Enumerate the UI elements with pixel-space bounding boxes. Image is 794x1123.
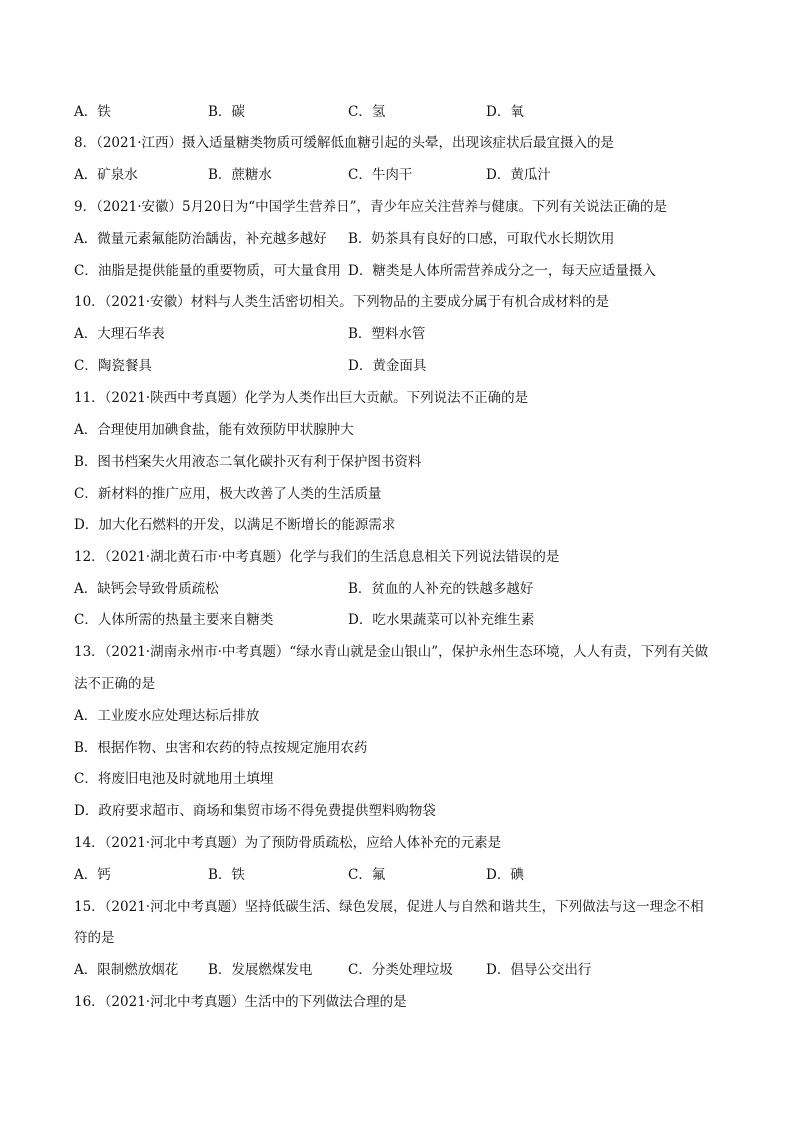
option-d: D．加大化石燃料的开发，以满足不断增长的能源需求 <box>74 517 396 533</box>
option-b: B．奶茶具有良好的口感，可取代水长期饮用 <box>348 231 615 247</box>
option-a: A．限制燃放烟花 <box>74 962 179 978</box>
option-c: C．将废旧电池及时就地用土填埋 <box>74 771 274 787</box>
question-9-stem: 9．（2021·安徽）5月20日为“中国学生营养日”，青少年应关注营养与健康。下列有关说法正确的是 <box>74 199 668 215</box>
option-a: A．铁 <box>74 104 111 120</box>
question-15-stem: 15．（2021·河北中考真题）坚持低碳生活、绿色发展，促进人与自然和谐共生，下列做法与这一理念不相 <box>74 899 704 915</box>
option-b: B．铁 <box>208 867 245 883</box>
option-c: C．新材料的推广应用，极大改善了人类的生活质量 <box>74 486 382 502</box>
option-d: D．黄金面具 <box>348 358 427 374</box>
question-10-stem: 10．（2021·安徽）材料与人类生活密切相关。下列物品的主要成分属于有机合成材料的是 <box>74 294 610 310</box>
question-13-stem-cont: 法不正确的是 <box>74 676 155 692</box>
question-16-stem: 16．（2021·河北中考真题）生活中的下列做法合理的是 <box>74 994 407 1010</box>
option-a: A．工业废水应处理达标后排放 <box>74 708 260 724</box>
option-b: B．发展燃煤发电 <box>208 962 313 978</box>
question-12-stem: 12．（2021·湖北黄石市·中考真题）化学与我们的生活息息相关下列说法错误的是 <box>74 549 560 565</box>
option-a: A．微量元素氟能防治龋齿，补充越多越好 <box>74 231 327 247</box>
question-13-stem: 13．（2021·湖南永州市·中考真题）“绿水青山就是金山银山”，保护永州生态环境，人人有责，下列有关做 <box>74 644 709 660</box>
option-b: B．根据作物、虫害和农药的特点按规定施用农药 <box>74 740 368 756</box>
option-d: D．倡导公交出行 <box>486 962 592 978</box>
option-b: B．碳 <box>208 104 245 120</box>
option-b: B．塑料水管 <box>348 326 426 342</box>
option-c: C．氢 <box>348 104 386 120</box>
question-11-stem: 11．（2021·陕西中考真题）化学为人类作出巨大贡献。下列说法不正确的是 <box>74 390 529 406</box>
option-d: D．吃水果蔬菜可以补充维生素 <box>348 612 535 628</box>
question-15-stem-cont: 符的是 <box>74 930 115 946</box>
option-a: A．大理石华表 <box>74 326 165 342</box>
option-c: C．分类处理垃圾 <box>348 962 453 978</box>
option-b: B．贫血的人补充的铁越多越好 <box>348 581 534 597</box>
option-d: D．氧 <box>486 104 524 120</box>
option-d: D．黄瓜汁 <box>486 167 551 183</box>
option-b: B．图书档案失火用液态二氧化碳扑灭有利于保护图书资料 <box>74 454 422 470</box>
option-a: A．钙 <box>74 867 111 883</box>
option-d: D．政府要求超市、商场和集贸市场不得免费提供塑料购物袋 <box>74 803 436 819</box>
option-d: D．糖类是人体所需营养成分之一，每天应适量摄入 <box>348 263 656 279</box>
option-c: C．人体所需的热量主要来自糖类 <box>74 612 274 628</box>
question-8-stem: 8．（2021·江西）摄入适量糖类物质可缓解低血糖引起的头晕，出现该症状后最宜摄入的是 <box>74 135 614 151</box>
option-a: A．合理使用加碘食盐，能有效预防甲状腺肿大 <box>74 422 354 438</box>
option-c: C．氟 <box>348 867 386 883</box>
option-c: C．牛肉干 <box>348 167 413 183</box>
option-d: D．碘 <box>486 867 524 883</box>
option-a: A．缺钙会导致骨质疏松 <box>74 581 219 597</box>
question-14-stem: 14．（2021·河北中考真题）为了预防骨质疏松，应给人体补充的元素是 <box>74 835 502 851</box>
option-c: C．陶瓷餐具 <box>74 358 152 374</box>
option-c: C．油脂是提供能量的重要物质，可大量食用 <box>74 263 341 279</box>
option-a: A．矿泉水 <box>74 167 138 183</box>
option-b: B．蔗糖水 <box>208 167 272 183</box>
